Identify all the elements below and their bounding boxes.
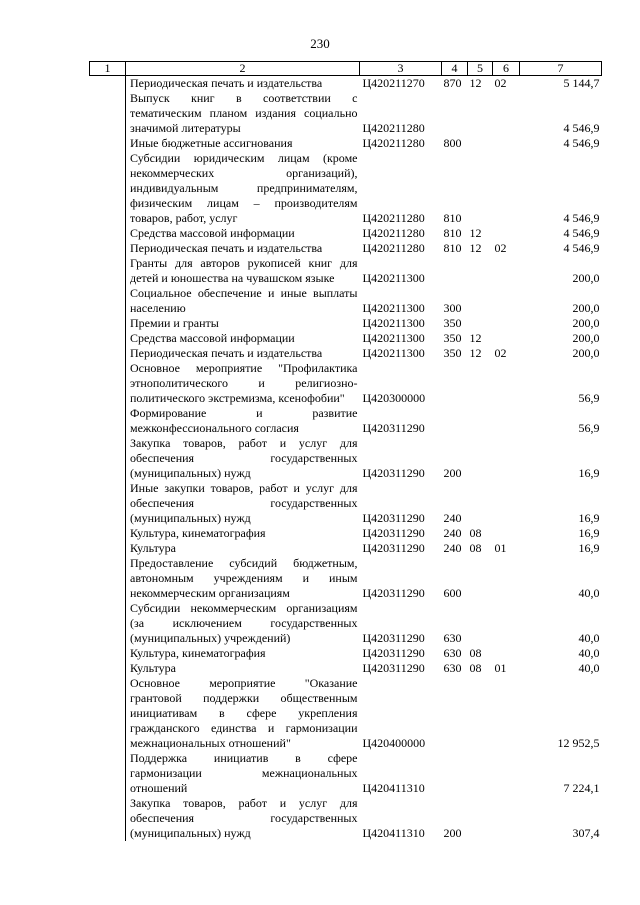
cell-amount: 200,0 bbox=[572, 301, 600, 315]
table-row bbox=[90, 331, 602, 346]
cell-section: 12 bbox=[469, 346, 482, 360]
cell-name: Выпуск книг в соответствии с тематическим планом издания социально значимой литературы bbox=[130, 91, 358, 135]
cell-code: Ц420211280 bbox=[362, 241, 425, 255]
cell-amount: 4 546,9 bbox=[563, 226, 600, 240]
cell-code: Ц420311290 bbox=[362, 421, 425, 435]
cell-expense-type bbox=[442, 676, 468, 751]
table-row bbox=[90, 76, 602, 92]
cell-index bbox=[90, 751, 126, 796]
cell-section: 12 bbox=[469, 331, 482, 345]
cell-amount: 56,9 bbox=[578, 391, 600, 405]
cell-name: Основное мероприятие "Оказание грантовой поддержки общественным инициативам в сфере укрепления гражданского единства и гармонизации межнациональных отношений" bbox=[130, 676, 358, 750]
cell-name: Основное мероприятие "Профилактика этнополитического и религиозно-политического экстремизма, ксенофобии" bbox=[130, 361, 358, 405]
cell-index bbox=[90, 436, 126, 481]
table-row bbox=[90, 481, 602, 526]
header-col-2: 2 bbox=[126, 62, 360, 76]
cell-section: 08 bbox=[469, 526, 482, 540]
cell-subsection bbox=[493, 316, 520, 331]
page-number: 230 bbox=[310, 36, 330, 51]
cell-section bbox=[468, 151, 493, 226]
cell-code: Ц420211270 bbox=[362, 76, 425, 90]
cell-expense-type bbox=[442, 406, 468, 436]
cell-code: Ц420211300 bbox=[362, 301, 425, 315]
cell-code: Ц420211300 bbox=[362, 271, 425, 285]
cell-code: Ц420400000 bbox=[362, 736, 426, 750]
cell-code: Ц420211280 bbox=[362, 136, 425, 150]
cell-subsection: 02 bbox=[494, 241, 507, 255]
cell-index bbox=[90, 796, 126, 841]
cell-name: Поддержка инициатив в сфере гармонизации межнациональных отношений bbox=[130, 751, 358, 795]
table-row bbox=[90, 256, 602, 286]
table-row bbox=[90, 241, 602, 256]
cell-subsection bbox=[493, 526, 520, 541]
cell-code: Ц420211300 bbox=[362, 346, 425, 360]
cell-code: Ц420211280 bbox=[362, 226, 425, 240]
cell-name: Иные бюджетные ассигнования bbox=[130, 136, 293, 150]
cell-section bbox=[468, 406, 493, 436]
cell-subsection: 01 bbox=[494, 541, 507, 555]
cell-amount: 40,0 bbox=[578, 661, 600, 675]
cell-amount: 4 546,9 bbox=[563, 241, 600, 255]
cell-index bbox=[90, 136, 126, 151]
table-body bbox=[90, 76, 602, 842]
cell-expense-type: 240 bbox=[443, 511, 462, 525]
cell-index bbox=[90, 361, 126, 406]
cell-expense-type: 870 bbox=[443, 76, 462, 90]
table-header bbox=[90, 62, 602, 76]
cell-section bbox=[468, 91, 493, 136]
table-row bbox=[90, 286, 602, 316]
cell-section bbox=[468, 751, 493, 796]
cell-subsection bbox=[493, 646, 520, 661]
cell-subsection bbox=[493, 406, 520, 436]
table-row bbox=[90, 361, 602, 406]
header-col-1: 1 bbox=[90, 62, 126, 76]
cell-name: Культура bbox=[130, 541, 176, 555]
cell-code: Ц420211300 bbox=[362, 316, 425, 330]
cell-name: Закупка товаров, работ и услуг для обеспечения государственных (муниципальных) нужд bbox=[130, 436, 358, 480]
table-row bbox=[90, 541, 602, 556]
table-row bbox=[90, 661, 602, 676]
cell-subsection bbox=[493, 91, 520, 136]
cell-name: Периодическая печать и издательства bbox=[130, 241, 323, 255]
cell-name: Периодическая печать и издательства bbox=[130, 76, 323, 90]
cell-subsection bbox=[493, 286, 520, 316]
cell-subsection bbox=[493, 331, 520, 346]
cell-amount: 16,9 bbox=[578, 541, 600, 555]
cell-code: Ц420311290 bbox=[362, 586, 425, 600]
cell-section bbox=[468, 676, 493, 751]
table-row bbox=[90, 226, 602, 241]
header-row bbox=[90, 62, 602, 76]
cell-section bbox=[468, 286, 493, 316]
cell-index bbox=[90, 346, 126, 361]
cell-index bbox=[90, 661, 126, 676]
cell-expense-type: 630 bbox=[443, 631, 462, 645]
cell-section bbox=[468, 316, 493, 331]
cell-section bbox=[468, 796, 493, 841]
cell-index bbox=[90, 256, 126, 286]
cell-name: Культура, кинематография bbox=[130, 526, 266, 540]
cell-amount: 4 546,9 bbox=[563, 136, 600, 150]
cell-index bbox=[90, 91, 126, 136]
table-row bbox=[90, 751, 602, 796]
cell-section: 08 bbox=[469, 541, 482, 555]
cell-subsection bbox=[493, 226, 520, 241]
cell-expense-type: 240 bbox=[443, 541, 462, 555]
cell-name: Средства массовой информации bbox=[130, 226, 295, 240]
cell-subsection bbox=[493, 151, 520, 226]
cell-section bbox=[468, 361, 493, 406]
cell-section bbox=[468, 481, 493, 526]
cell-amount: 4 546,9 bbox=[563, 121, 600, 135]
cell-section bbox=[468, 556, 493, 601]
cell-expense-type: 810 bbox=[443, 211, 462, 225]
cell-name: Закупка товаров, работ и услуг для обеспечения государственных (муниципальных) нужд bbox=[130, 796, 358, 840]
cell-index bbox=[90, 286, 126, 316]
table-row bbox=[90, 346, 602, 361]
table-row bbox=[90, 646, 602, 661]
cell-expense-type: 350 bbox=[443, 316, 462, 330]
cell-name: Формирование и развитие межконфессионального согласия bbox=[130, 406, 358, 435]
cell-code: Ц420311290 bbox=[362, 511, 425, 525]
table-row bbox=[90, 601, 602, 646]
cell-section: 08 bbox=[469, 661, 482, 675]
cell-index bbox=[90, 331, 126, 346]
cell-name: Иные закупки товаров, работ и услуг для обеспечения государственных (муниципальных) нужд bbox=[130, 481, 358, 525]
cell-index bbox=[90, 541, 126, 556]
cell-expense-type: 200 bbox=[443, 466, 462, 480]
cell-amount: 12 952,5 bbox=[557, 736, 600, 750]
cell-name: Гранты для авторов рукописей книг для детей и юношества на чувашском языке bbox=[130, 256, 358, 285]
cell-amount: 307,4 bbox=[572, 826, 600, 840]
cell-index bbox=[90, 526, 126, 541]
cell-expense-type bbox=[442, 361, 468, 406]
cell-code: Ц420300000 bbox=[362, 391, 426, 405]
header-col-4: 4 bbox=[442, 62, 468, 76]
header-col-5: 5 bbox=[468, 62, 493, 76]
cell-name: Премии и гранты bbox=[130, 316, 219, 330]
cell-expense-type: 630 bbox=[443, 646, 462, 660]
cell-expense-type: 800 bbox=[443, 136, 462, 150]
cell-expense-type: 200 bbox=[443, 826, 462, 840]
cell-amount: 40,0 bbox=[578, 586, 600, 600]
cell-subsection: 02 bbox=[494, 76, 507, 90]
header-col-6: 6 bbox=[493, 62, 520, 76]
table-row bbox=[90, 91, 602, 136]
table-row bbox=[90, 151, 602, 226]
cell-subsection bbox=[493, 481, 520, 526]
cell-subsection bbox=[493, 796, 520, 841]
cell-amount: 200,0 bbox=[572, 331, 600, 345]
cell-amount: 40,0 bbox=[578, 646, 600, 660]
cell-subsection bbox=[493, 556, 520, 601]
cell-section: 08 bbox=[469, 646, 482, 660]
cell-index bbox=[90, 601, 126, 646]
cell-index bbox=[90, 151, 126, 226]
cell-code: Ц420211280 bbox=[362, 211, 425, 225]
cell-code: Ц420311290 bbox=[362, 526, 425, 540]
cell-amount: 16,9 bbox=[578, 466, 600, 480]
cell-name: Культура bbox=[130, 661, 176, 675]
cell-expense-type: 240 bbox=[443, 526, 462, 540]
cell-amount: 200,0 bbox=[572, 346, 600, 360]
header-col-3: 3 bbox=[360, 62, 442, 76]
cell-code: Ц420311290 bbox=[362, 541, 425, 555]
cell-name: Субсидии некоммерческим организациям (за исключением государственных (муниципальных) учреждений) bbox=[130, 601, 358, 645]
cell-index bbox=[90, 481, 126, 526]
cell-expense-type: 300 bbox=[443, 301, 462, 315]
budget-table bbox=[89, 61, 602, 841]
cell-expense-type: 630 bbox=[443, 661, 462, 675]
cell-name: Средства массовой информации bbox=[130, 331, 295, 345]
cell-code: Ц420211300 bbox=[362, 331, 425, 345]
cell-code: Ц420311290 bbox=[362, 661, 425, 675]
cell-amount: 40,0 bbox=[578, 631, 600, 645]
table-row bbox=[90, 526, 602, 541]
cell-expense-type: 350 bbox=[443, 346, 462, 360]
cell-section: 12 bbox=[469, 226, 482, 240]
cell-subsection bbox=[493, 751, 520, 796]
cell-subsection bbox=[493, 436, 520, 481]
cell-subsection: 01 bbox=[494, 661, 507, 675]
cell-index bbox=[90, 76, 126, 92]
cell-subsection: 02 bbox=[494, 346, 507, 360]
cell-code: Ц420211280 bbox=[362, 121, 425, 135]
cell-index bbox=[90, 676, 126, 751]
cell-subsection bbox=[493, 601, 520, 646]
table-row bbox=[90, 316, 602, 331]
cell-name: Предоставление субсидий бюджетным, автономным учреждениям и иным некоммерческим организациям bbox=[130, 556, 358, 600]
header-col-7: 7 bbox=[520, 62, 602, 76]
cell-section bbox=[468, 136, 493, 151]
cell-index bbox=[90, 316, 126, 331]
cell-amount: 7 224,1 bbox=[563, 781, 600, 795]
cell-amount: 5 144,7 bbox=[563, 76, 600, 90]
cell-index bbox=[90, 406, 126, 436]
cell-section bbox=[468, 601, 493, 646]
cell-expense-type: 600 bbox=[443, 586, 462, 600]
cell-amount: 200,0 bbox=[572, 271, 600, 285]
table-row bbox=[90, 136, 602, 151]
cell-name: Субсидии юридическим лицам (кроме некоммерческих организаций), индивидуальным предпринимателям, физическим лицам – производителям товаров, работ, услуг bbox=[130, 151, 358, 225]
cell-code: Ц420311290 bbox=[362, 466, 425, 480]
cell-expense-type bbox=[442, 751, 468, 796]
cell-expense-type: 810 bbox=[443, 226, 462, 240]
cell-section bbox=[468, 256, 493, 286]
cell-code: Ц420311290 bbox=[362, 631, 425, 645]
cell-amount: 200,0 bbox=[572, 316, 600, 330]
cell-name: Периодическая печать и издательства bbox=[130, 346, 323, 360]
table-row bbox=[90, 556, 602, 601]
cell-name: Социальное обеспечение и иные выплаты населению bbox=[130, 286, 358, 315]
cell-section: 12 bbox=[469, 241, 482, 255]
cell-code: Ц420411310 bbox=[362, 781, 425, 795]
cell-subsection bbox=[493, 676, 520, 751]
table-row bbox=[90, 406, 602, 436]
cell-expense-type bbox=[442, 91, 468, 136]
cell-code: Ц420311290 bbox=[362, 646, 425, 660]
cell-code: Ц420411310 bbox=[362, 826, 425, 840]
cell-index bbox=[90, 241, 126, 256]
cell-expense-type: 810 bbox=[443, 241, 462, 255]
cell-index bbox=[90, 646, 126, 661]
cell-amount: 56,9 bbox=[578, 421, 600, 435]
cell-subsection bbox=[493, 256, 520, 286]
cell-subsection bbox=[493, 136, 520, 151]
cell-amount: 16,9 bbox=[578, 511, 600, 525]
cell-section bbox=[468, 436, 493, 481]
cell-section: 12 bbox=[469, 76, 482, 90]
cell-amount: 16,9 bbox=[578, 526, 600, 540]
cell-expense-type: 350 bbox=[443, 331, 462, 345]
cell-amount: 4 546,9 bbox=[563, 211, 600, 225]
table-row bbox=[90, 796, 602, 841]
table-row bbox=[90, 676, 602, 751]
cell-index bbox=[90, 226, 126, 241]
table-row bbox=[90, 436, 602, 481]
cell-subsection bbox=[493, 361, 520, 406]
cell-name: Культура, кинематография bbox=[130, 646, 266, 660]
cell-index bbox=[90, 556, 126, 601]
cell-expense-type bbox=[442, 256, 468, 286]
